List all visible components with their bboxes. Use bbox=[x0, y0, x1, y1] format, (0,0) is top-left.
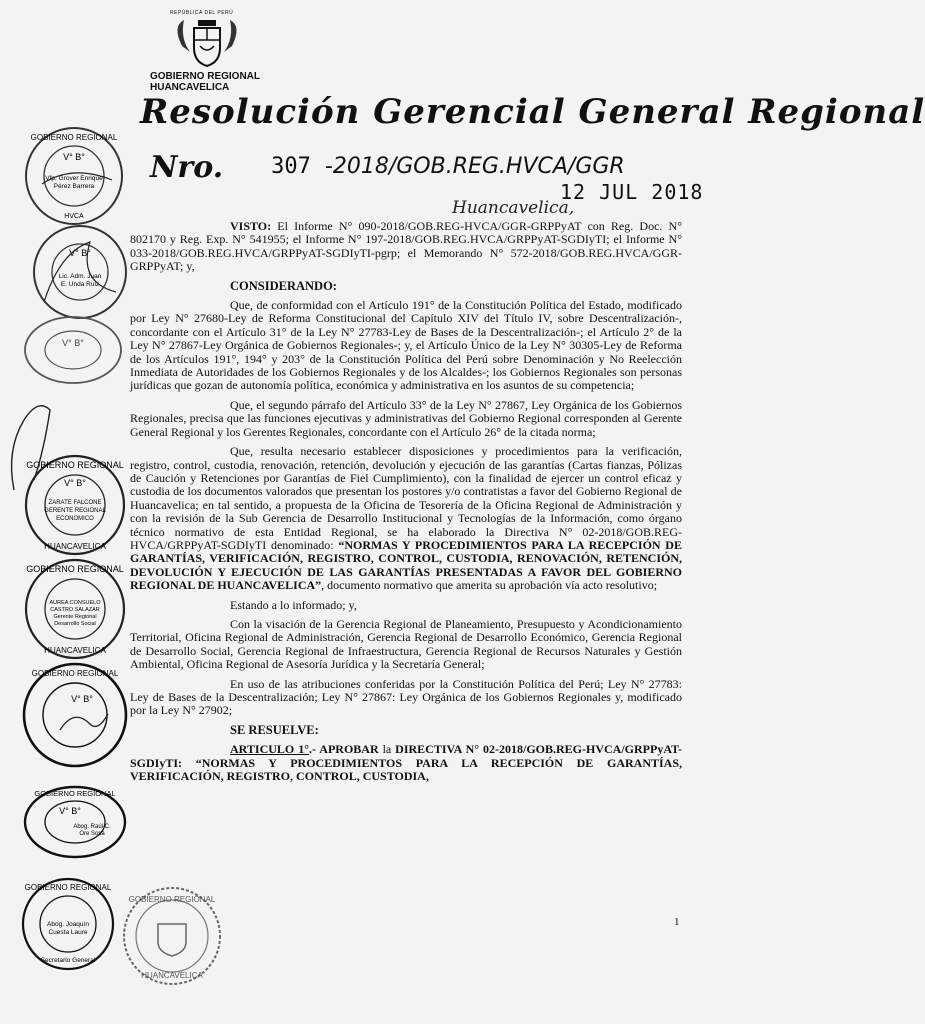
government-name: GOBIERNO REGIONAL HUANCAVELICA bbox=[150, 71, 261, 93]
svg-text:Lic. Adm. Juan: Lic. Adm. Juan bbox=[58, 273, 102, 280]
svg-text:V° B°: V° B° bbox=[63, 152, 85, 162]
svg-text:V° B°: V° B° bbox=[71, 694, 93, 704]
svg-text:GOBIERNO REGIONAL: GOBIERNO REGIONAL bbox=[26, 564, 124, 574]
svg-text:GOBIERNO REGIONAL: GOBIERNO REGIONAL bbox=[24, 883, 112, 892]
svg-text:GOBIERNO REGIONAL: GOBIERNO REGIONAL bbox=[128, 895, 216, 904]
date-stamp: 12 JUL 2018 bbox=[560, 180, 704, 204]
paragraph-5: Con la visación de la Gerencia Regional de Planeamiento, Presupuesto y Acondicionamiento Territorial, Oficina Regional de Administración, Gerencia Regional de Desarrollo Económico, Gerencia Regional de Desarrollo Social, Gerencia Regional de Infraestructura, Gerencia Regional de Recursos Naturales y Gestión Ambiental, Oficina Regional de Asesoría Jurídica y la Secretaría General; bbox=[130, 616, 682, 672]
resolution-body bbox=[130, 220, 682, 783]
svg-text:Abog. Joaquín: Abog. Joaquín bbox=[47, 921, 89, 928]
svg-text:GOBIERNO REGIONAL: GOBIERNO REGIONAL bbox=[26, 460, 124, 470]
paragraph-3: Que, resulta necesario establecer disposiciones y procedimientos para la verificación, registro, control, custodia, renovación, retención, devolución y ejecución de las garantías (Cartas fianzas, Pólizas de Caución y Retenciones por Garantías de Fiel Cumplimiento), con la finalidad de ejercer un control eficaz y custodia de los documentos valorados que presentan los postores y/o contratistas a favor del Gobierno Regional de Huancavelica; en tal sentido, a propuesta de la Oficina de Tesorería de la Oficina Regional de Administración y con la revisión de la Sub Gerencia de Desarrollo Institucional y Tecnologías de la Información, como órgano técnico normativo de esta Entidad Regional, se ha elaborado la Directiva N° 02-2018/GOB.REG-HVCA/GRPPyAT-SGDIyTI denominado: “NORMAS Y PROCEDIMIENTOS PARA LA RECEPCIÓN DE GARANTÍAS, VERIFICACIÓN, REGISTRO, CONTROL, CUSTODIA, RENOVACIÓN, RETENCIÓN, DEVOLUCIÓN Y EJECUCIÓN DE LAS GARANTÍAS PRESENTADAS A FAVOR DEL GOBIERNO REGIONAL DE HUANCAVELICA”, documento normativo que amerita su aprobación vía acto resolutivo; bbox=[130, 444, 682, 593]
resolution-title: Resolución Gerencial General Regional bbox=[140, 92, 925, 132]
svg-text:Cuesta Laure: Cuesta Laure bbox=[48, 929, 88, 936]
handwritten-signature bbox=[4, 380, 64, 500]
svg-text:Secretario General: Secretario General bbox=[40, 957, 96, 964]
svg-text:Abog. Raúl C.: Abog. Raúl C. bbox=[73, 824, 111, 830]
svg-text:Gerente Regional: Gerente Regional bbox=[53, 614, 97, 620]
article-1: ARTICULO 1°.- APROBAR la DIRECTIVA N° 02-2018/GOB.REG-HVCA/GRPPyAT-SGDIyTI: “NORMAS Y PROCEDIMIENTOS PARA LA RECEPCIÓN DE GARANTÍAS, VERIFICACIÓN, REGISTRO, CONTROL, CUSTODIA, bbox=[130, 742, 682, 784]
svg-text:GOBIERNO REGIONAL: GOBIERNO REGIONAL bbox=[34, 789, 116, 798]
nro-label: Nro. bbox=[150, 150, 224, 185]
visto-bueno-stamp-3 bbox=[22, 314, 124, 386]
visto-bueno-stamp-7 bbox=[22, 784, 128, 860]
coat-of-arms-icon bbox=[172, 16, 242, 70]
svg-text:HUANCAVELICA: HUANCAVELICA bbox=[141, 971, 203, 980]
regional-government-seal bbox=[120, 884, 224, 988]
svg-text:GOBIERNO REGIONAL: GOBIERNO REGIONAL bbox=[31, 669, 119, 678]
svg-text:Desarrollo Social: Desarrollo Social bbox=[54, 621, 96, 627]
city-name: Huancavelica, bbox=[452, 198, 575, 218]
considerando-heading: CONSIDERANDO: bbox=[230, 278, 337, 293]
paragraph-2: Que, el segundo párrafo del Artículo 33° de la Ley N° 27867, Ley Orgánica de los Gobiernos Regionales, precisa que las funciones ejecutivas y administrativas del Gobierno Regional corresponden al Gerente General Regional y los Gerentes Regionales, concordante con el Artículo 26° de la citada norma; bbox=[130, 397, 682, 439]
svg-text:V° B°: V° B° bbox=[62, 338, 84, 348]
visto-bueno-stamp-2 bbox=[30, 222, 130, 322]
svg-text:V° B°: V° B° bbox=[69, 248, 91, 258]
svg-text:E. Unda Ruiz: E. Unda Ruiz bbox=[60, 281, 100, 288]
svg-text:GERENTE REGIONAL: GERENTE REGIONAL bbox=[44, 508, 106, 514]
visto-bueno-stamp-6 bbox=[20, 660, 130, 770]
paragraph-6: En uso de las atribuciones conferidas por la Constitución Política del Perú; Ley N° 27783: Ley de Bases de la Descentralización; Ley N° 27867: Ley Orgánica de los Gobiernos Regionales y, modificado por la Ley N° 27902; bbox=[130, 676, 682, 718]
svg-text:HVCA: HVCA bbox=[64, 213, 84, 220]
svg-text:ZARATE FALCONE: ZARATE FALCONE bbox=[48, 500, 102, 506]
svg-text:V° B°: V° B° bbox=[64, 478, 86, 488]
paragraph-4: Estando a lo informado; y, bbox=[230, 597, 357, 612]
svg-text:V° B°: V° B° bbox=[59, 806, 81, 816]
svg-text:HUANCAVELICA: HUANCAVELICA bbox=[44, 646, 106, 655]
visto-bueno-stamp-5 bbox=[22, 556, 128, 662]
se-resuelve-heading: SE RESUELVE: bbox=[230, 722, 319, 737]
visto-paragraph: VISTO: El Informe N° 090-2018/GOB.REG-HVCA/GGR-GRPPyAT con Reg. Doc. N° 802170 y Reg. Exp. N° 541955; el Informe N° 197-2018/GOB.REG.HVCA/GRPPyAT-SGDIyTI; el Informe N° 033-2018/GOB.REG.HVCA/GRPPyAT-SGDIyTI-pgrp; el Memorando N° 572-2018/GOB.REG.HVCA/GGR-GRPPyAT; y, bbox=[130, 219, 682, 274]
svg-text:Ore Sosa: Ore Sosa bbox=[79, 831, 105, 837]
svg-text:Pérez Barrera: Pérez Barrera bbox=[53, 183, 95, 190]
crest-caption: REPÚBLICA DEL PERÚ bbox=[170, 10, 234, 16]
secretary-general-stamp bbox=[18, 876, 118, 972]
resolution-number: 307 bbox=[271, 154, 311, 179]
svg-text:HUANCAVELICA: HUANCAVELICA bbox=[44, 542, 106, 551]
svg-text:CASTRO SALAZAR: CASTRO SALAZAR bbox=[50, 607, 100, 613]
svg-text:ECONOMICO: ECONOMICO bbox=[56, 516, 94, 522]
paragraph-1: Que, de conformidad con el Artículo 191° de la Constitución Política del Estado, modificado por Ley N° 27680-Ley de Reforma Constitucional del Capítulo XIV del Título IV, sobre Descentralización-, concordante con el Artículo 31° de la Ley N° 27783-Ley de Bases de la Descentralización-; el Artículo 2° de la Ley N° 27867-Ley Orgánica de Gobiernos Regionales-; y, el Artículo Único de la Ley N° 30305-Ley de Reforma de los Artículos 191°, 194° y 203° de la Constitución Política del Perú sobre Denominación y No Reelección Inmediata de Autoridades de los Gobiernos Regionales y de los Alcaldes-; los Gobiernos Regionales son personas jurídicas que gozan de autonomía política, económica y administrativa en los asuntos de su competencia; bbox=[130, 298, 682, 393]
page-number: 1 bbox=[674, 916, 680, 928]
resolution-code: -2018/GOB.REG.HVCA/GGR bbox=[324, 154, 625, 179]
svg-text:Vfp. Grover Enrique: Vfp. Grover Enrique bbox=[45, 175, 103, 182]
resolution-number-line bbox=[150, 150, 625, 185]
svg-text:GOBIERNO REGIONAL: GOBIERNO REGIONAL bbox=[30, 133, 118, 142]
visto-bueno-stamp-1 bbox=[22, 124, 126, 228]
svg-text:AUREA CONSUELO: AUREA CONSUELO bbox=[49, 600, 101, 606]
